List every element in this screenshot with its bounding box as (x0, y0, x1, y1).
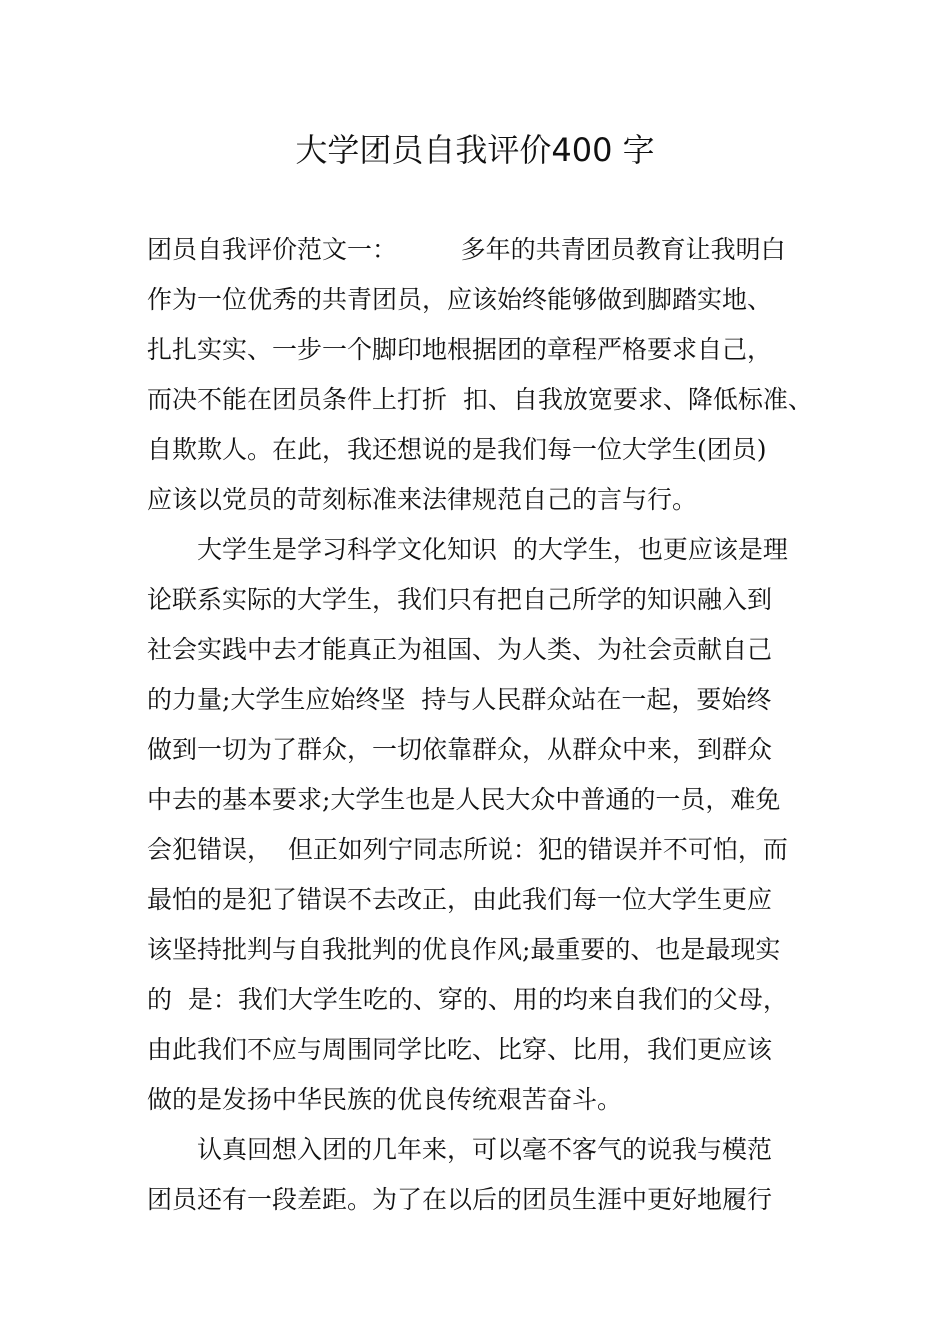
text-line: 论联系实际的大学生，我们只有把自己所学的知识融入到 (147, 585, 773, 614)
text-line: 会犯错误， 但正如列宁同志所说：犯的错误并不可怕，而 (147, 835, 788, 864)
text-line: 中去的基本要求;大学生也是人民大众中普通的一员，难免 (147, 785, 781, 814)
text-line: 大学生是学习科学文化知识 的大学生，也更应该是理 (197, 535, 788, 564)
text-line: 扎扎实实、一步一个脚印地根据团的章程严格要求自己， (147, 335, 773, 364)
text-line: 作为一位优秀的共青团员，应该始终能够做到脚踏实地、 (147, 285, 773, 314)
text-line: 做到一切为了群众，一切依靠群众，从群众中来，到群众 (147, 735, 773, 764)
document-title: 大学团员自我评价400 字 (295, 131, 655, 169)
text-line: 做的是发扬中华民族的优良传统艰苦奋斗。 (147, 1085, 623, 1114)
text-line: 自欺欺人。在此，我还想说的是我们每一位大学生(团员) (147, 435, 767, 464)
text-line: 团员还有一段差距。为了在以后的团员生涯中更好地履行 (147, 1185, 773, 1214)
text-line: 由此我们不应与周围同学比吃、比穿、比用，我们更应该 (147, 1035, 773, 1064)
text-line: 该坚持批判与自我批判的优良作风;最重要的、也是最现实 (147, 935, 781, 964)
text-line: 社会实践中去才能真正为祖国、为人类、为社会贡献自己 (147, 635, 773, 664)
text-line: 而决不能在团员条件上打折 扣、自我放宽要求、降低标准、 (147, 385, 813, 414)
text-line: 应该以党员的苛刻标准来法律规范自己的言与行。 (147, 485, 698, 514)
text-line: 团员自我评价范文一： 多年的共青团员教育让我明白 (147, 235, 786, 264)
text-line: 最怕的是犯了错误不去改正，由此我们每一位大学生更应 (147, 885, 773, 914)
text-line: 认真回想入团的几年来，可以毫不客气的说我与模范 (197, 1135, 773, 1164)
text-line: 的 是：我们大学生吃的、穿的、用的均来自我们的父母， (147, 985, 788, 1014)
text-line: 的力量;大学生应始终坚 持与人民群众站在一起，要始终 (147, 685, 772, 714)
